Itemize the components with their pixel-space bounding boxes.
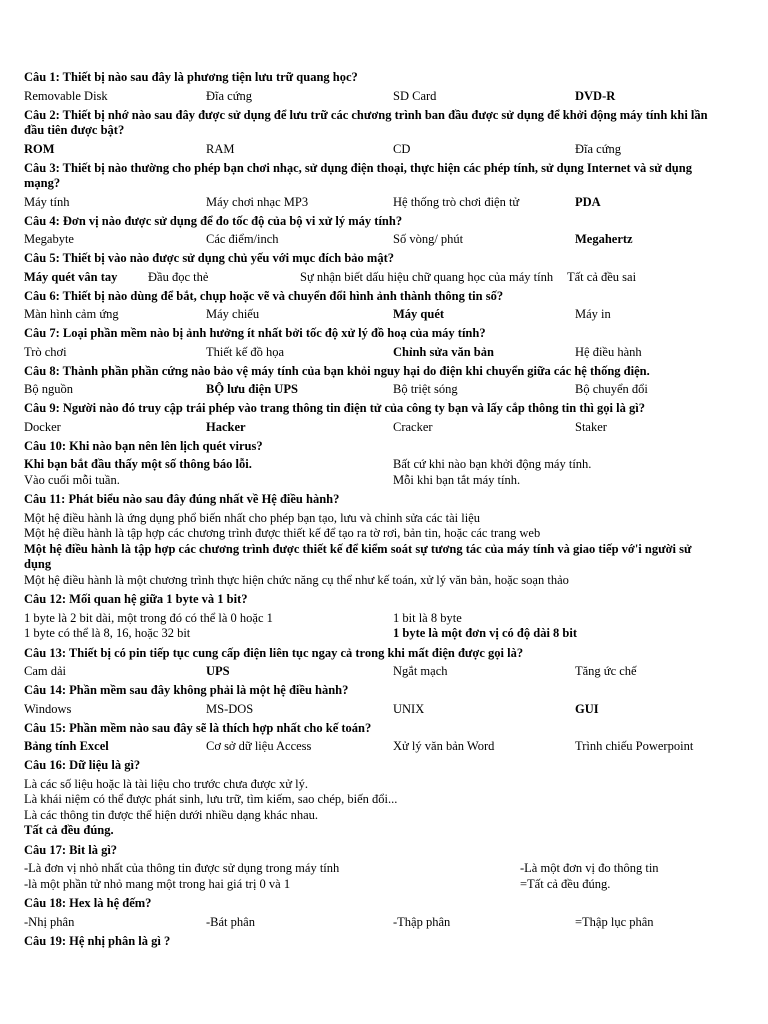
answer-option: SD Card — [393, 88, 437, 103]
answer-option: Máy tính — [24, 194, 70, 209]
question-text: Câu 17: Bit là gì? — [24, 842, 118, 857]
answer-option: PDA — [575, 194, 601, 209]
answer-option: 1 bit là 8 byte — [393, 610, 462, 625]
answer-option: Là các số liệu hoặc là tài liệu cho trước chưa được xử lý. — [24, 776, 308, 791]
question-text: Câu 9: Người nào đó truy cập trái phép vào trang thông tin điện tử của công ty bạn và lấy cắp thông tin thì gọi là gì? — [24, 401, 645, 415]
answer-option: Một hệ điều hành là một chương trình thực hiện chức năng cụ thể như kế toán, xử lý văn bản, hoặc soạn thảo — [24, 572, 569, 587]
answer-row — [24, 270, 714, 285]
answer-block — [24, 861, 714, 892]
answer-option: ROM — [24, 141, 55, 156]
answer-option: DVD-R — [575, 88, 616, 103]
question-text: Câu 19: Hệ nhị phân là gì ? — [24, 933, 171, 948]
answer-option: Đĩa cứng — [575, 141, 621, 156]
answer-option: Máy quét vân tay — [24, 269, 118, 284]
answer-block — [24, 511, 714, 589]
answer-option: Chỉnh sửa văn bản — [393, 344, 494, 359]
answer-row — [24, 457, 714, 473]
answer-option: Megabyte — [24, 232, 74, 246]
answer-option: -Nhị phân — [24, 914, 75, 929]
answer-option: Mỗi khi bạn tắt máy tính. — [393, 472, 521, 487]
answer-row — [24, 861, 714, 877]
answer-option: -Thập phân — [393, 914, 451, 929]
answer-option: -là một phần tử nhỏ mang một trong hai giá trị 0 và 1 — [24, 876, 291, 891]
question-text: Câu 13: Thiết bị có pin tiếp tục cung cấp điện liên tục ngay cả trong khi mất điện được gọi là? — [24, 645, 524, 660]
answer-option: CD — [393, 141, 411, 156]
question-text: Câu 1: Thiết bị nào sau đây là phương tiện lưu trữ quang học? — [24, 70, 358, 84]
answer-option: UPS — [206, 664, 230, 678]
answer-row — [24, 142, 714, 157]
answer-option: Vào cuối mỗi tuần. — [24, 472, 120, 487]
answer-option: Cam dải — [24, 664, 67, 678]
answer-option: Máy in — [575, 307, 611, 321]
answer-option: Hệ điều hành — [575, 344, 642, 359]
answer-option: =Tất cả đều đúng. — [520, 876, 611, 891]
answer-option: Cơ sở dữ liệu Access — [206, 739, 312, 753]
answer-row — [24, 232, 714, 247]
answer-row — [24, 702, 714, 717]
answer-option: GUI — [575, 701, 599, 716]
question-text: Câu 4: Đơn vị nào được sử dụng để đo tốc độ của bộ vi xử lý máy tính? — [24, 213, 403, 228]
answer-option: Bất cứ khi nào bạn khởi động máy tính. — [393, 457, 592, 471]
answer-option: MS-DOS — [206, 701, 254, 716]
answer-option: Khi bạn bắt đầu thấy một số thông báo lỗi. — [24, 457, 252, 471]
answer-option: Bộ triệt sóng — [393, 382, 458, 396]
answer-row — [24, 307, 714, 322]
answer-option: Một hệ điều hành là tập hợp các chương trình được thiết kế để kiểm soát sự tương tác của máy tính và giao tiếp vớ'i người sử dụng — [24, 541, 692, 571]
answer-row — [24, 664, 714, 679]
question-text: Câu 8: Thành phần phần cứng nào bảo vệ máy tính của bạn khỏi nguy hại do điện khi chuyển giữa các hệ thống điện. — [24, 363, 650, 378]
answer-option: Xử lý văn bản Word — [393, 739, 495, 753]
answer-option: Tăng ức chế — [575, 664, 637, 678]
answer-row — [24, 420, 714, 435]
answer-option: Thiết kế đồ họa — [206, 344, 285, 359]
answer-block — [24, 777, 714, 839]
document-page — [24, 69, 714, 949]
answer-block — [24, 457, 714, 488]
answer-option: Là khái niệm có thể được phát sinh, lưu trữ, tìm kiếm, sao chép, biến đổi... — [24, 792, 398, 806]
answer-option: UNIX — [393, 701, 425, 716]
question-text: Câu 3: Thiết bị nào thường cho phép bạn chơi nhạc, sử dụng điện thoại, thực hiện các phép tính, sử dụng Internet và sử dụng mạng? — [24, 160, 692, 190]
answer-row — [24, 877, 714, 893]
question-text: Câu 18: Hex là hệ đếm? — [24, 896, 152, 910]
answer-option: Megahertz — [575, 232, 633, 246]
question-text: Câu 2: Thiết bị nhớ nào sau đây được sử dụng để lưu trữ các chương trình ban đầu được sử dụng để khởi động máy tính khi lần đầu tiên được bật? — [24, 107, 708, 137]
answer-row — [24, 195, 714, 210]
answer-row — [24, 345, 714, 360]
question-text: Câu 11: Phát biểu nào sau đây đúng nhất về Hệ điều hành? — [24, 492, 340, 506]
answer-option: Ngắt mạch — [393, 664, 448, 678]
answer-option: Staker — [575, 419, 607, 434]
answer-option: Docker — [24, 419, 61, 434]
answer-option: 1 byte là 2 bit dài, một trong đó có thể là 0 hoặc 1 — [24, 610, 273, 625]
answer-option: Số vòng/ phút — [393, 232, 464, 246]
answer-option: Màn hình cảm ứng — [24, 307, 119, 321]
answer-row — [24, 626, 714, 642]
answer-option: Trình chiếu Powerpoint — [575, 739, 694, 753]
answer-option: Một hệ điều hành là ứng dụng phổ biến nhất cho phép bạn tạo, lưu và chỉnh sửa các tài liệu — [24, 510, 480, 525]
answer-option: Bộ nguồn — [24, 382, 73, 396]
answer-option: Tất cả đều đúng. — [24, 823, 114, 837]
answer-row — [24, 739, 714, 754]
question-text: Câu 15: Phần mềm nào sau đây sẽ là thích hợp nhất cho kế toán? — [24, 720, 372, 735]
answer-option: Máy chơi nhạc MP3 — [206, 194, 309, 209]
question-text: Câu 6: Thiết bị nào dùng để bắt, chụp hoặc vẽ và chuyển đổi hình ảnh thành thông tin số? — [24, 288, 504, 303]
answer-option: -Là đơn vị nhỏ nhất của thông tin được sử dụng trong máy tính — [24, 861, 340, 875]
answer-option: Đầu đọc thẻ — [148, 269, 209, 284]
answer-option: Hệ thống trò chơi điện tử — [393, 194, 520, 209]
answer-option: Tất cả đều sai — [567, 269, 637, 284]
answer-option: Sự nhận biết dấu hiệu chữ quang học của máy tính — [300, 269, 554, 284]
question-text: Câu 5: Thiết bị vào nào được sử dụng chủ yếu với mục đích bảo mật? — [24, 251, 394, 265]
question-text: Câu 14: Phần mềm sau đây không phải là một hệ điều hành? — [24, 683, 349, 697]
answer-row — [24, 382, 714, 397]
answer-option: Trò chơi — [24, 344, 67, 359]
question-text: Câu 16: Dữ liệu là gì? — [24, 758, 141, 772]
answer-option: -Là một đơn vị đo thông tin — [520, 861, 659, 875]
question-text: Câu 10: Khi nào bạn nên lên lịch quét virus? — [24, 438, 263, 453]
answer-option: BỘ lưu điện UPS — [206, 382, 298, 396]
answer-option: Là các thông tin được thể hiện dưới nhiều dạng khác nhau. — [24, 807, 319, 822]
answer-option: Các điểm/inch — [206, 232, 279, 246]
answer-option: Một hệ điều hành là tập hợp các chương trình được thiết kế để tạo ra tờ rơi, bản tin, hoặc các trang web — [24, 526, 541, 540]
answer-option: 1 byte là một đơn vị có độ dài 8 bit — [393, 626, 578, 640]
answer-row — [24, 611, 714, 627]
answer-row — [24, 473, 714, 489]
answer-option: Bảng tính Excel — [24, 739, 109, 753]
answer-option: Bộ chuyển đổi — [575, 382, 648, 396]
answer-option: Máy quét — [393, 307, 445, 321]
answer-option: RAM — [206, 141, 235, 156]
answer-option: Cracker — [393, 419, 433, 434]
answer-option: Windows — [24, 701, 72, 716]
answer-option: Đĩa cứng — [206, 88, 252, 103]
answer-row — [24, 89, 714, 104]
answer-option: -Bát phân — [206, 914, 255, 929]
answer-row — [24, 915, 714, 930]
question-text: Câu 7: Loại phần mềm nào bị ảnh hưởng ít nhất bởi tốc độ xử lý đồ hoạ của máy tính? — [24, 326, 486, 340]
answer-option: Removable Disk — [24, 88, 108, 103]
answer-block — [24, 611, 714, 642]
answer-option: Máy chiếu — [206, 307, 260, 321]
answer-option: Hacker — [206, 419, 246, 434]
answer-option: 1 byte có thể là 8, 16, hoặc 32 bit — [24, 626, 191, 640]
question-text: Câu 12: Mối quan hệ giữa 1 byte và 1 bit? — [24, 592, 248, 606]
answer-option: =Thập lục phân — [575, 914, 654, 929]
